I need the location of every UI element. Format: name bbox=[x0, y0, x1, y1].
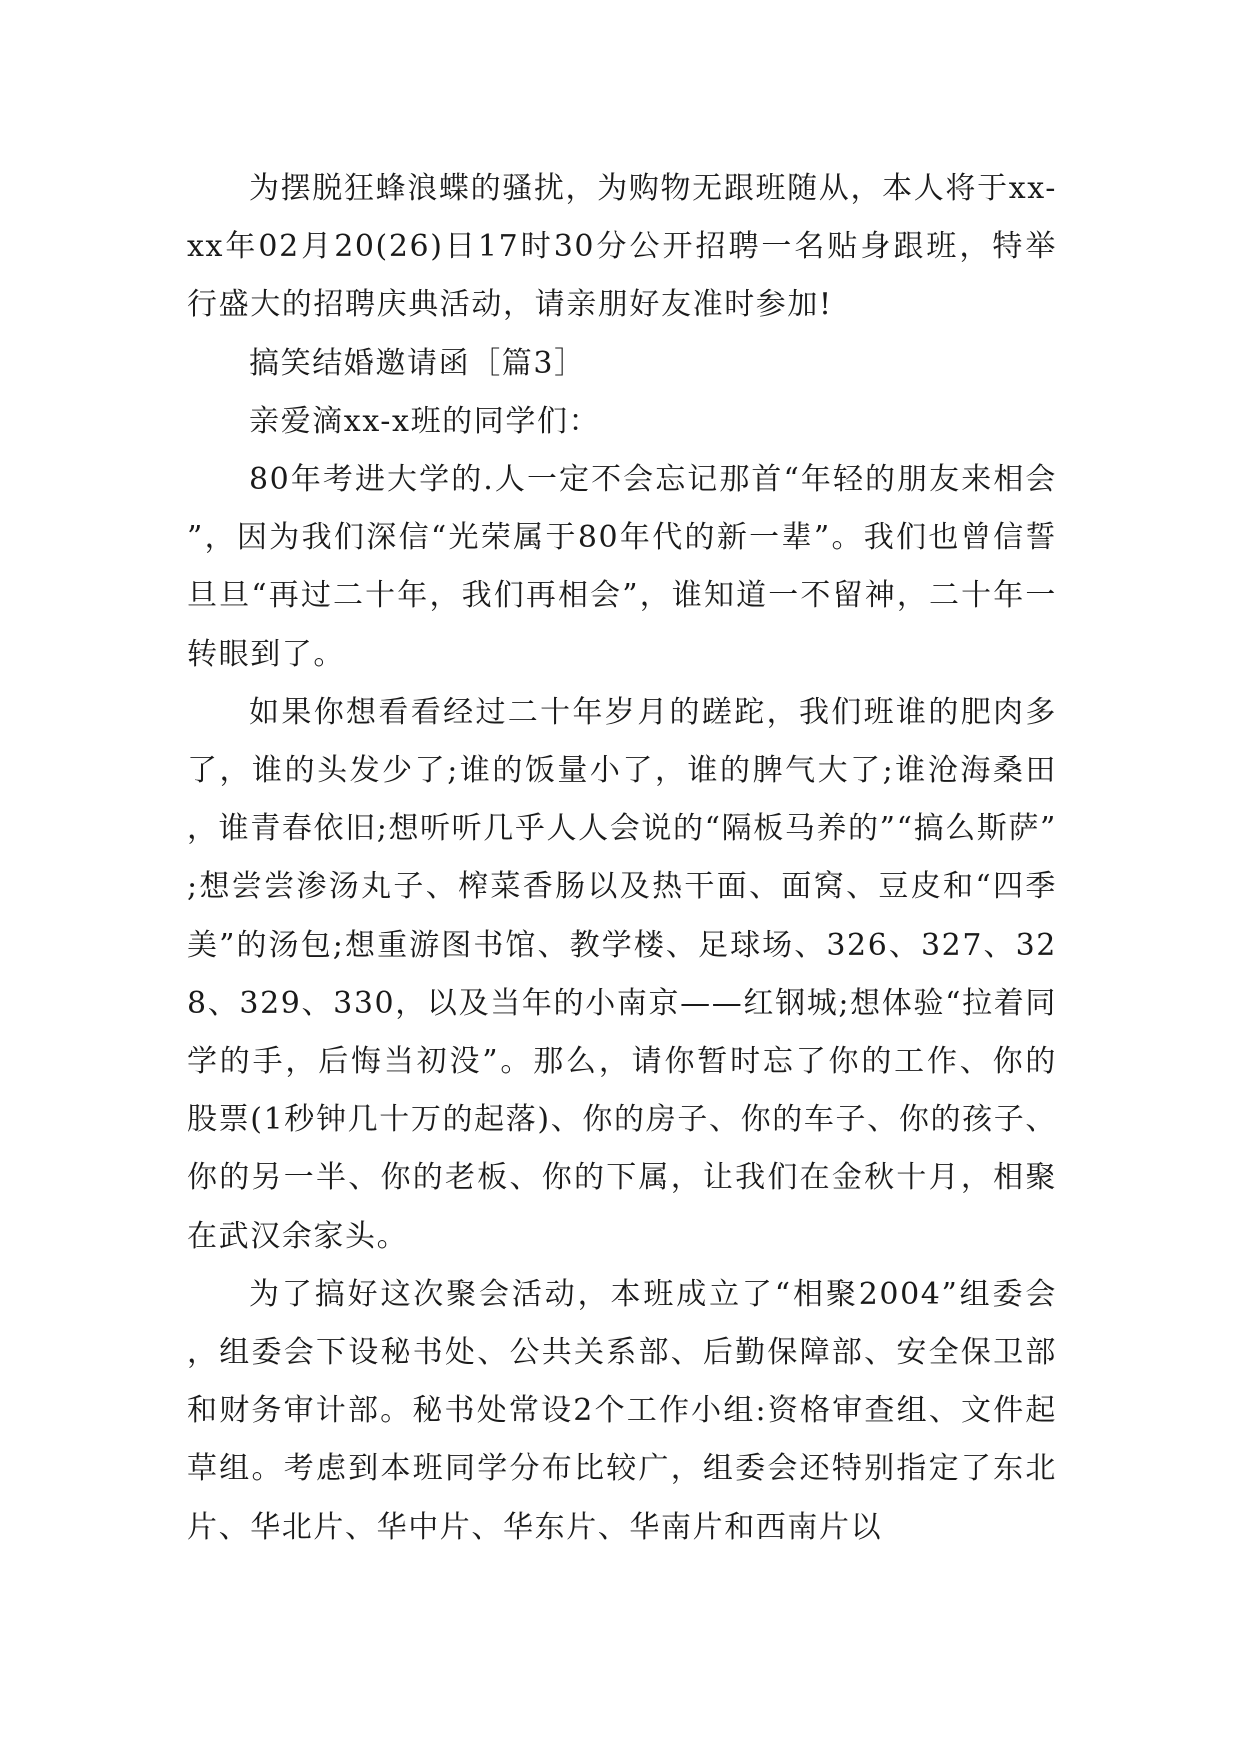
document-body bbox=[187, 160, 1057, 1557]
paragraph-reunion-invitation: 如果你想看看经过二十年岁月的蹉跎，我们班谁的肥肉多了，谁的头发少了;谁的饭量小了，谁的脾气大了;谁沧海桑田，谁青春依旧;想听听几乎人人会说的“隔板马养的”“搞么斯萨”;想尝尝渗汤丸子、榨菜香肠以及热干面、面窝、豆皮和“四季美”的汤包;想重游图书馆、教学楼、足球场、326、327、328、329、330，以及当年的小南京——红钢城;想体验“拉着同学的手，后悔当初没”。那么，请你暂时忘了你的工作、你的股票(1秒钟几十万的起落)、你的房子、你的车子、你的孩子、你的另一半、你的老板、你的下属，让我们在金秋十月，相聚在武汉余家头。 bbox=[187, 694, 1057, 1254]
section-heading: 搞笑结婚邀请函［篇3］ bbox=[249, 345, 586, 381]
paragraph-recruitment-notice: 为摆脱狂蜂浪蝶的骚扰，为购物无跟班随从，本人将于xx-xx年02月20(26)日17时30分公开招聘一名贴身跟班，特举行盛大的招聘庆典活动，请亲朋好友准时参加! bbox=[187, 171, 1057, 323]
paragraph-reunion-intro: 80年考进大学的.人一定不会忘记那首“年轻的朋友来相会”，因为我们深信“光荣属于80年代的新一辈”。我们也曾信誓旦旦“再过二十年，我们再相会”，谁知道一不留神，二十年一转眼到了。 bbox=[187, 462, 1057, 672]
salutation: 亲爱滴xx-x班的同学们： bbox=[249, 403, 601, 439]
paragraph-organizing-committee: 为了搞好这次聚会活动，本班成立了“相聚2004”组委会，组委会下设秘书处、公共关系部、后勤保障部、安全保卫部和财务审计部。秘书处常设2个工作小组:资格审查组、文件起草组。考虑到本班同学分布比较广，组委会还特别指定了东北片、华北片、华中片、华东片、华南片和西南片以 bbox=[187, 1276, 1057, 1545]
